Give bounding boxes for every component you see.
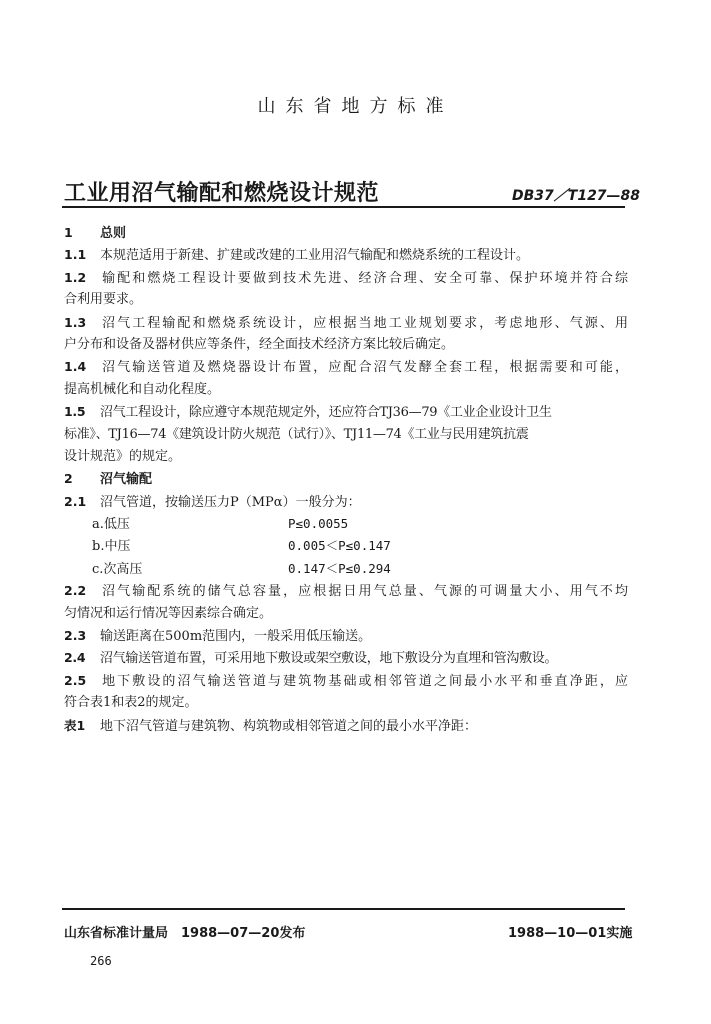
pressure-label: b.中压 [92,539,131,555]
clause-1-3-cont: 户分布和设备及器材供应等条件，经全面技术经济方案比较后确定。 [64,336,455,352]
clause-1-1 [64,244,628,266]
clause-1-5-cont: 标准》、TJ16—74《建筑设计防火规范（试行）》、TJ11—74《工业与民用建筑抗震 [64,426,529,442]
clause-2-3 [64,625,628,647]
clause-text: 本规范适用于新建、扩建或改建的工业用沼气输配和燃烧系统的工程设计。 [100,248,530,264]
document-title: 工业用沼气输配和燃烧设计规范 [64,181,380,206]
clause-1-5-cont2: 设计规范》的规定。 [64,448,182,464]
clause-1-2 [64,267,628,289]
clause-number: 2.3 [64,628,87,644]
page-number: 266 [90,954,112,968]
table-caption: 地下沼气管道与建筑物、构筑物或相邻管道之间的最小水平净距： [100,718,478,734]
clause-text: 沼气管道，按输送压力P（MPα）一般分为： [100,494,361,510]
section-number: 2 [64,471,73,487]
clause-text: 地下敷设的沼气输送管道与建筑物基础或相邻管道之间最小水平和垂直净距，应 [100,673,628,689]
clause-2-2 [64,580,628,602]
section-number: 1 [64,225,73,240]
clause-text: 沼气输送管道布置，可采用地下敷设或架空敷设，地下敷设分为直埋和管沟敷设。 [100,651,558,667]
clause-number: 1.4 [64,359,87,375]
table-number: 表1 [64,717,86,733]
table-1-caption [64,715,628,737]
section-title: 总则 [100,226,127,241]
pressure-value: P≤0.0055 [288,516,349,532]
section-2-heading [64,468,628,490]
clause-number: 2.4 [64,650,86,666]
clause-number: 1.5 [64,404,86,420]
pressure-sub-high [64,558,628,580]
clause-text: 沼气输送管道及燃烧器设计布置，应配合沼气发酵全套工程，根据需要和可能， [100,360,628,376]
clause-number: 1.1 [64,247,87,263]
effective-date: 1988—10—01实施 [508,926,633,941]
clause-2-4 [64,647,628,669]
clause-number: 1.3 [64,314,87,330]
pressure-low [64,513,628,535]
publisher-date: 山东省标准计量局 1988—07—20发布 [64,926,306,941]
clause-2-2-cont: 匀情况和运行情况等因素综合确定。 [64,605,273,621]
standard-category: 山东省地方标准 [257,96,454,117]
clause-text: 沼气输配系统的储气总容量，应根据日用气总量、气源的可调量大小、用气不均 [100,584,628,600]
clause-text: 输配和燃烧工程设计要做到技术先进、经济合理、安全可靠、保护环境并符合综 [100,270,628,286]
clause-1-4 [64,356,628,378]
clause-text: 输送距离在500m范围内，一般采用低压输送。 [100,629,372,645]
clause-2-5-cont: 符合表1和表2的规定。 [64,695,198,711]
document-code: DB37／T127—88 [512,188,641,204]
clause-1-4-cont: 提高机械化和自动化程度。 [64,381,221,397]
footer-rule [62,908,625,910]
clause-number: 2.1 [64,493,87,509]
section-title: 沼气输配 [100,472,153,488]
document-body [64,222,628,737]
clause-1-2-cont: 合利用要求。 [64,292,143,308]
title-rule [62,206,625,208]
clause-text: 沼气工程设计，除应遵守本规范规定外，还应符合TJ36—79《工业企业设计卫生 [100,405,552,421]
pressure-label: c.次高压 [92,561,143,577]
section-1-heading [64,222,628,244]
clause-number: 2.5 [64,672,87,688]
clause-2-1 [64,491,628,513]
pressure-value: 0.147＜P≤0.294 [288,560,391,576]
clause-2-5 [64,670,628,692]
clause-1-5 [64,401,628,423]
pressure-value: 0.005＜P≤0.147 [288,538,391,554]
clause-number: 2.2 [64,583,87,599]
clause-text: 沼气工程输配和燃烧系统设计，应根据当地工业规划要求，考虑地形、气源、用 [100,315,628,331]
clause-number: 1.2 [64,269,87,285]
pressure-medium [64,535,628,557]
pressure-label: a.低压 [92,517,130,533]
clause-1-3 [64,312,628,334]
